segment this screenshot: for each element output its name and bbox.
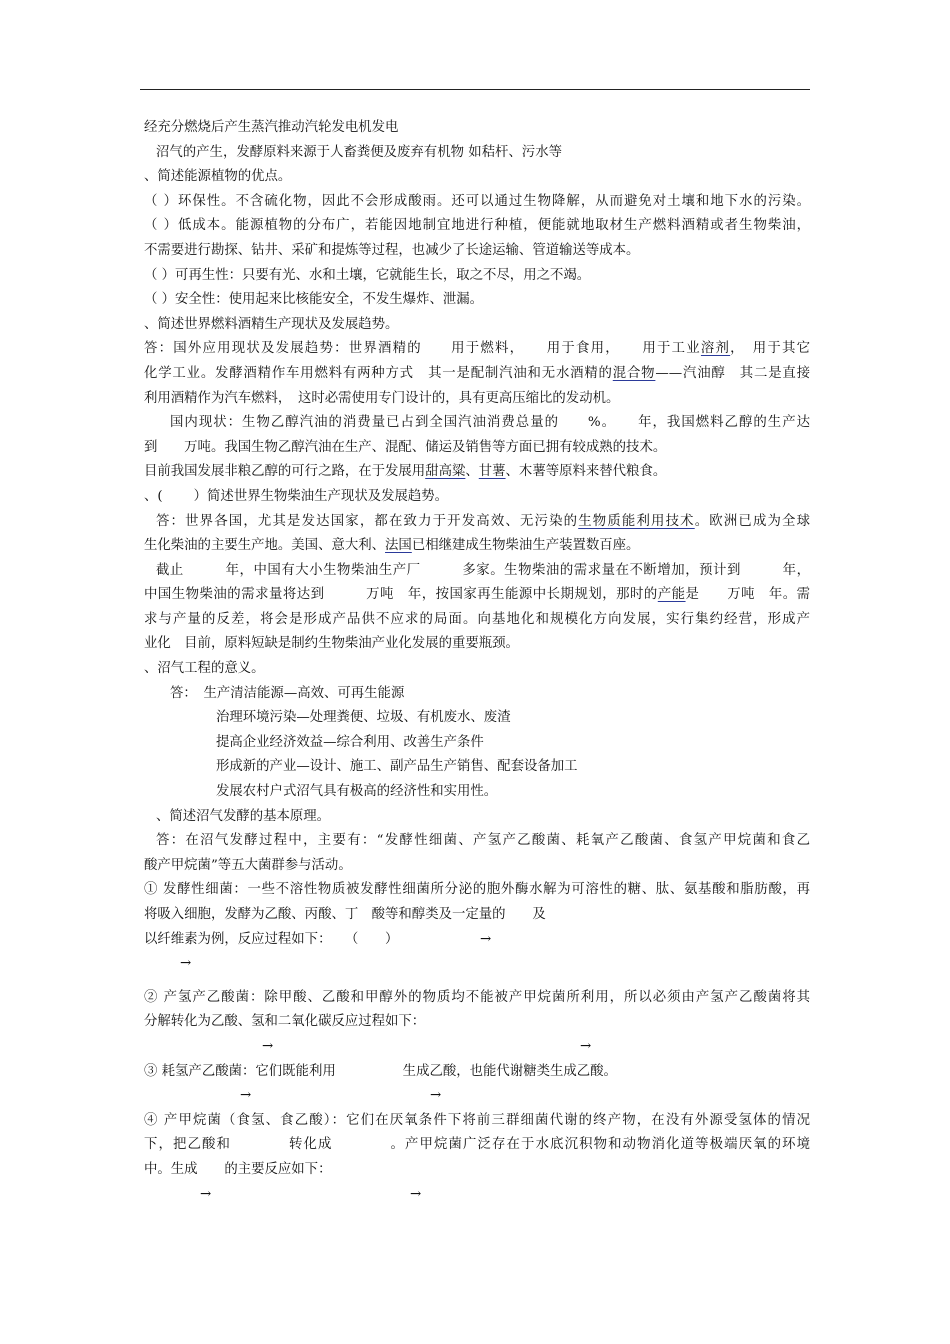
reaction-arrow: → bbox=[200, 1186, 212, 1202]
text-line: ② 产氢产乙酸菌：除甲酸、乙酸和甲醇外的物质均不能被产甲烷菌所利用，所以必须由产氢产乙酸菌将其 bbox=[144, 989, 810, 1005]
text-line: 答：在沼气发酵过程中，主要有：“发酵性细菌、产氢产乙酸菌、耗氧产乙酸菌、食氢产甲烷菌和食乙 bbox=[156, 833, 810, 849]
text-line: 酸产甲烷菌”等五大菌群参与活动。 bbox=[144, 857, 352, 873]
link-mixture[interactable]: 混合物 bbox=[612, 365, 656, 381]
reaction-arrow: → bbox=[180, 956, 192, 972]
question-heading: 、简述世界燃料酒精生产现状及发展趋势。 bbox=[144, 316, 399, 332]
text-line: 答：世界各国，尤其是发达国家，都在致力于开发高效、无污染的生物质能利用技术。欧洲已成为全球 bbox=[156, 513, 811, 529]
text-line: 不需要进行勘探、钻井、采矿和提炼等过程，也减少了长途运输、管道输送等成本。 bbox=[144, 242, 640, 258]
text-line: 沼气的产生，发酵原料来源于人畜粪便及废弃有机物 如秸杆、污水等 bbox=[156, 144, 562, 160]
question-heading: 、简述沼气发酵的基本原理。 bbox=[156, 808, 331, 824]
text-line: 化学工业。发酵酒精作车用燃料有两种方式 其一是配制汽油和无水酒精的混合物——汽油醇 其二是直接 bbox=[144, 365, 811, 381]
reaction-arrow: → bbox=[262, 1038, 274, 1054]
text-line: 利用酒精作为汽车燃料， 这时必需使用专门设计的，具有更高压缩比的发动机。 bbox=[144, 390, 620, 406]
answer-line: 形成新的产业—设计、施工、副产品生产销售、配套设备加工 bbox=[216, 759, 578, 775]
reaction-line bbox=[144, 1084, 810, 1109]
text-line: 分解转化为乙酸、氢和二氧化碳反应过程如下： bbox=[144, 1014, 426, 1030]
reaction-line bbox=[144, 1183, 810, 1208]
link-sweet-potato[interactable]: 甘薯 bbox=[478, 464, 506, 480]
text-line: 将吸入细胞，发酵为乙酸、丙酸、丁 酸等和醇类及一定量的 及 bbox=[144, 907, 546, 922]
text-line: 答：国外应用现状及发展趋势：世界酒精的 用于燃料， 用于食用， 用于工业溶剂， 用于其它 bbox=[144, 341, 810, 357]
question-heading: 、简述能源植物的优点。 bbox=[144, 169, 292, 185]
text-line: （ ）环保性。不含硫化物，因此不会形成酸雨。还可以通过生物降解，从而避免对土壤和地下水的污染。 bbox=[144, 193, 810, 209]
link-sweet-sorghum[interactable]: 甜高粱 bbox=[425, 464, 466, 480]
document-body bbox=[144, 116, 810, 1207]
reaction-arrow: → bbox=[240, 1088, 252, 1104]
text-line: 中国生物柴油的需求量将达到 万吨 年，按国家再生能源中长期规划，那时的产能是 万吨 年。需 bbox=[144, 587, 811, 603]
reaction-arrow: → bbox=[410, 1186, 422, 1202]
question-heading: 、( ）简述世界生物柴油生产现状及发展趋势。 bbox=[144, 488, 449, 504]
link-biomass-tech[interactable]: 生物质能利用技术 bbox=[578, 513, 695, 529]
reaction-line: 以纤维素为例，反应过程如下： （ ） → bbox=[144, 928, 810, 953]
text-line: 到 万吨。我国生物乙醇汽油在生产、混配、储运及销售等方面已拥有较成熟的技术。 bbox=[144, 439, 667, 455]
link-france[interactable]: 法国 bbox=[385, 538, 412, 554]
text-line: （ ）可再生性：只要有光、水和土壤，它就能生长，取之不尽，用之不竭。 bbox=[144, 267, 591, 283]
text-line: ③ 耗氢产乙酸菌：它们既能利用 生成乙酸，也能代谢糖类生成乙酸。 bbox=[144, 1063, 617, 1079]
answer-line: 提高企业经济效益—综合利用、改善生产条件 bbox=[216, 734, 484, 750]
text-line: 业化 目前，原料短缺是制约生物柴油产业化发展的重要瓶颈。 bbox=[144, 636, 519, 652]
text-line: 求与产量的反差，将会是形成产品供不应求的局面。向基地化和规模化方向发展，实行集约经营，形成产 bbox=[144, 611, 810, 627]
text-line: ④ 产甲烷菌（食氢、食乙酸）：它们在厌氧条件下将前三群细菌代谢的终产物，在没有外源受氢体的情况 bbox=[144, 1112, 810, 1128]
text-line: 经充分燃烧后产生蒸汽推动汽轮发电机发电 bbox=[144, 120, 399, 135]
text-line: 目前我国发展非粮乙醇的可行之路，在于发展用甜高粱、甘薯、木薯等原料来替代粮食。 bbox=[144, 464, 667, 480]
answer-line: 答： 生产清洁能源—高效、可再生能源 bbox=[170, 685, 405, 701]
text-line: 中。生成 的主要反应如下： bbox=[144, 1161, 332, 1177]
reaction-arrow: → bbox=[430, 1088, 442, 1104]
reaction-arrow: → bbox=[580, 1038, 592, 1054]
text-line: 截止 年，中国有大小生物柴油生产厂 多家。生物柴油的需求量在不断增加，预计到 年， bbox=[156, 562, 810, 578]
header-rule bbox=[140, 89, 810, 90]
text-line: 下，把乙酸和 转化成 。产甲烷菌广泛存在于水底沉积物和动物消化道等极端厌氧的环境 bbox=[144, 1137, 810, 1153]
link-capacity[interactable]: 产能 bbox=[657, 587, 686, 603]
text-line: （ ）低成本。能源植物的分布广，若能因地制宜地进行种植，便能就地取材生产燃料酒精或者生物柴油， bbox=[144, 218, 810, 234]
reaction-line bbox=[144, 1035, 810, 1060]
text-line: 生化柴油的主要生产地。美国、意大利、法国已相继建成生物柴油生产装置数百座。 bbox=[144, 538, 640, 554]
answer-line: 发展农村户式沼气具有极高的经济性和实用性。 bbox=[216, 784, 498, 800]
reaction-arrow: → bbox=[480, 931, 492, 947]
answer-line: 治理环境污染—处理粪便、垃圾、有机废水、废渣 bbox=[216, 710, 511, 726]
text-line: （ ）安全性：使用起来比核能安全，不发生爆炸、泄漏。 bbox=[144, 292, 484, 308]
question-heading: 、沼气工程的意义。 bbox=[144, 661, 265, 677]
text-line: 国内现状：生物乙醇汽油的消费量已占到全国汽油消费总量的 %。 年，我国燃料乙醇的生产达 bbox=[170, 415, 810, 431]
reaction-line bbox=[144, 952, 810, 977]
link-solvent[interactable]: 溶剂 bbox=[700, 341, 731, 357]
text-line: ① 发酵性细菌：一些不溶性物质被发酵性细菌所分泌的胞外酶水解为可溶性的糖、肽、氨基酸和脂肪酸，再 bbox=[144, 882, 810, 898]
